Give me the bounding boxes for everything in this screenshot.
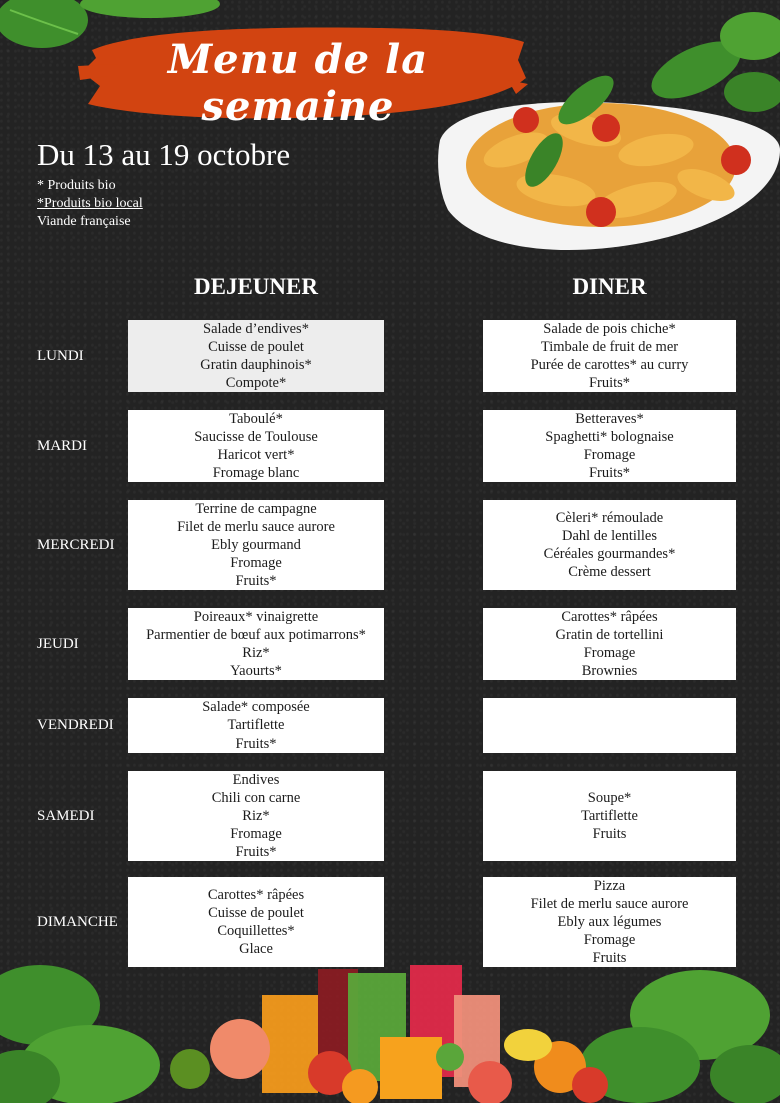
dish: Crème dessert <box>568 564 651 581</box>
dinner-cell-vendredi <box>483 698 736 753</box>
dish: Fruits* <box>588 375 631 392</box>
dish: Dahl de lentilles <box>561 527 658 544</box>
dish: Fromage <box>230 826 282 843</box>
dish: Terrine de campagne <box>195 500 317 517</box>
dish: Filet de merlu sauce aurore <box>177 518 335 535</box>
day-label-vendredi: VENDREDI <box>37 717 114 733</box>
dish: Compote* <box>225 375 287 392</box>
dish: Riz* <box>242 807 270 824</box>
dish: Ebly gourmand <box>211 536 301 553</box>
lunch-cell-vendredi <box>128 698 384 753</box>
lunch-cell-mardi <box>128 410 384 482</box>
dish: Parmentier de bœuf aux potimarrons* <box>146 626 366 643</box>
dinner-cell-samedi <box>483 771 736 861</box>
dish: Salade de pois chiche* <box>543 320 676 337</box>
pasta-plate-image <box>436 0 780 262</box>
dish: Gratin de tortellini <box>555 626 664 643</box>
dish: Cuisse de poulet <box>208 338 304 355</box>
note-viande: Viande française <box>37 214 131 229</box>
dish: Tartiflette <box>227 717 285 734</box>
lunch-cell-lundi <box>128 320 384 392</box>
day-label-dimanche: DIMANCHE <box>37 913 118 930</box>
dish: Fromage <box>583 932 636 949</box>
dish: Glace <box>239 941 273 958</box>
dish: Taboulé* <box>229 410 283 427</box>
dinner-cell-mercredi <box>483 500 736 590</box>
dish: Betteraves* <box>575 410 644 427</box>
day-label-samedi: SAMEDI <box>37 807 95 824</box>
column-header-dinner: DINER <box>572 274 647 299</box>
dish: Cèleri* rémoulade <box>555 509 664 526</box>
dish: Fromage <box>583 447 636 463</box>
day-label-jeudi: JEUDI <box>37 635 79 652</box>
day-label-lundi: LUNDI <box>37 347 84 364</box>
dish: Pizza <box>593 877 626 894</box>
note-bio-local: *Produits bio local <box>37 196 143 211</box>
dish: Carottes* râpées <box>207 886 305 903</box>
dish: Fruits* <box>588 465 631 482</box>
dish: Riz* <box>242 645 270 661</box>
dish: Fromage <box>583 645 636 661</box>
dish: Filet de merlu sauce aurore <box>530 895 689 912</box>
day-label-mercredi: MERCREDI <box>37 536 115 553</box>
dish: Purée de carottes* au curry <box>530 357 689 373</box>
note-bio: * Produits bio <box>37 178 116 193</box>
fruits-juices-image <box>0 945 780 1103</box>
dish: Endives <box>232 771 280 788</box>
dish: Soupe* <box>587 789 632 806</box>
dish: Timbale de fruit de mer <box>540 338 679 355</box>
lunch-cell-jeudi <box>128 608 384 680</box>
dish: Fruits <box>592 950 627 967</box>
lunch-cell-mercredi <box>128 500 384 590</box>
dish: Haricot vert* <box>217 447 295 463</box>
dish: Fromage blanc <box>212 465 300 482</box>
menu-notes <box>37 177 143 231</box>
dish: Tartiflette <box>581 807 638 824</box>
day-label-mardi: MARDI <box>37 437 88 454</box>
dish: Ebly aux légumes <box>557 913 662 930</box>
dish: Salade* composée <box>202 699 310 716</box>
lunch-cell-samedi <box>128 771 384 861</box>
dish: Brownies <box>581 663 638 680</box>
dinner-cell-mardi <box>483 410 736 482</box>
dish: Spaghetti* bolognaise <box>545 428 674 445</box>
dish: Coquillettes* <box>217 923 295 939</box>
dish: Gratin dauphinois* <box>200 357 312 373</box>
dinner-cell-jeudi <box>483 608 736 680</box>
column-header-lunch: DEJEUNER <box>194 274 318 299</box>
dish: Carottes* râpées <box>561 608 658 625</box>
basil-leaves-image <box>0 0 240 58</box>
dish: Chili con carne <box>211 789 301 806</box>
dish: Céréales gourmandes* <box>543 546 676 562</box>
menu-title: Menu de la semaine <box>167 36 429 130</box>
dish: Fruits* <box>235 735 277 752</box>
dish: Salade d’endives* <box>203 320 309 337</box>
dish: Fruits* <box>235 844 277 861</box>
dish: Fruits <box>592 826 627 843</box>
dish: Saucisse de Toulouse <box>194 428 318 445</box>
dish: Fromage <box>230 555 282 572</box>
dish: Fruits* <box>235 573 277 590</box>
dish: Cuisse de poulet <box>208 904 304 921</box>
dinner-cell-lundi <box>483 320 736 392</box>
dish: Poireaux* vinaigrette <box>193 608 319 625</box>
menu-dates: Du 13 au 19 octobre <box>37 137 291 172</box>
dish: Yaourts* <box>230 663 282 680</box>
